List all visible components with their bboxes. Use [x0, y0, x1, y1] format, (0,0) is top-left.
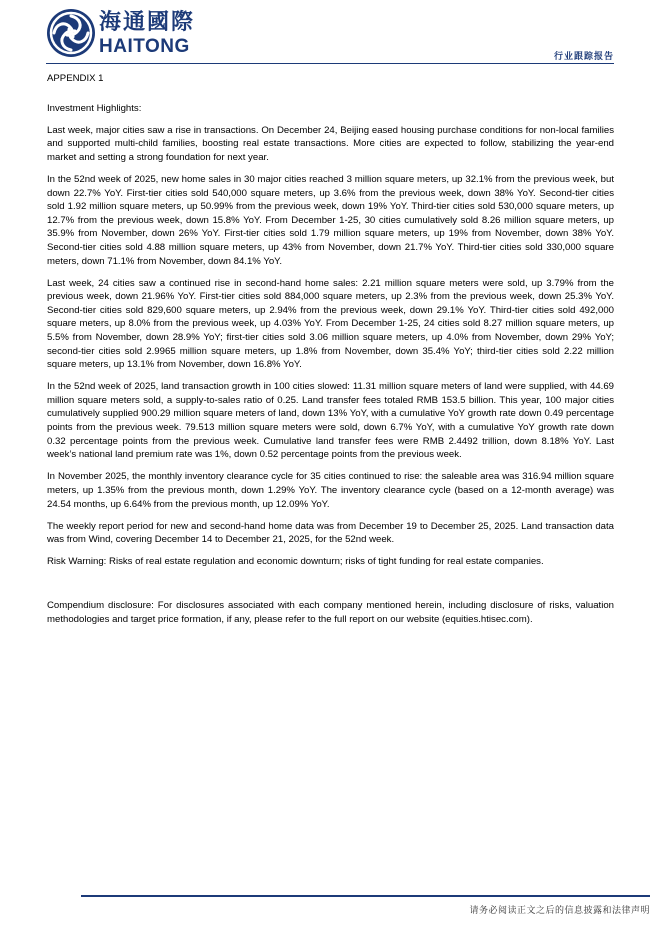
logo-chinese-name: 海通國際	[99, 10, 196, 35]
report-body	[47, 72, 614, 635]
compendium-disclosure: Compendium disclosure: For disclosures associated with each company mentioned herein, including disclosure of risks, valuation methodologies and target price formation, if any, please refer to the full report on our website (equities.htisec.com).	[47, 599, 614, 625]
appendix-heading: APPENDIX 1	[47, 73, 104, 84]
paragraph-market-summary: Last week, major cities saw a rise in transactions. On December 24, Beijing eased housing purchase conditions for non-local families and supported multi-child families, boosting real estate transactions. More cities are expected to follow, stabilizing the year-end market and setting a strong foundation for next year.	[47, 124, 614, 163]
paragraph-second-hand-sales: Last week, 24 cities saw a continued rise in second-hand home sales: 2.21 million square meters were sold, up 3.79% from the previous week, down 21.96% YoY. First-tier cities sold 884,000 square meters, up 2.3% from the previous week, down 25.3% YoY. Second-tier cities sold 829,600 square meters, up 2.94% from the previous week, down 29.1% YoY. Third-tier cities sold 492,000 square meters, up 8.0% from the previous week, up 4.03% YoY. From December 1-25, 24 cities sold 8.27 million square meters, up 5.5% from November, down 28.9% YoY; first-tier cities sold 3.06 million square meters, up 4.0% from November, down 29% YoY; second-tier cities sold 2.9965 million square meters, up 1.8% from November, down 35.4% YoY; third-tier cities sold 2.22 million square meters, up 13.1% from November, down 16.8% YoY.	[47, 277, 614, 371]
paragraph-data-period: The weekly report period for new and second-hand home data was from December 19 to December 25, 2025. Land transaction data was from Wind, covering December 14 to December 21, 2025, for the 52nd week.	[47, 520, 614, 546]
header-divider	[46, 63, 614, 64]
footer-divider	[81, 895, 650, 897]
report-type-label: 行业跟踪报告	[553, 52, 614, 62]
haitong-emblem-icon	[46, 8, 96, 58]
haitong-logo	[46, 8, 206, 60]
logo-english-name: HAITONG	[99, 36, 190, 57]
risk-warning: Risk Warning: Risks of real estate regulation and economic downturn; risks of tight funding for real estate companies.	[47, 556, 544, 568]
paragraph-inventory-cycle: In November 2025, the monthly inventory clearance cycle for 35 cities continued to rise: the saleable area was 316.94 million square meters, up 1.35% from the previous month, down 1.29% YoY. The inventory clearance cycle (based on a 12-month average) was 24.54 months, up 6.64% from the previous month, up 12.09% YoY.	[47, 471, 614, 510]
footer-legal-notice: 请务必阅读正文之后的信息披露和法律声明	[469, 906, 650, 916]
paragraph-land-transactions: In the 52nd week of 2025, land transaction growth in 100 cities slowed: 11.31 million square meters of land were supplied, with 44.69 million square meters sold, a supply-to-sales ratio of 0.25. Land transfer fees totaled RMB 153.5 billion. This year, 100 major cities cumulatively supplied 900.29 million square meters of land, down 13% YoY, with a cumulative YoY growth rate down 0.49 percentage points from the previous week. 79.513 million square meters were sold, down 6.7% YoY, with a cumulative YoY growth rate down 0.32 percentage points from the previous week. Cumulative land transfer fees were RMB 2.4492 trillion, down 8.18% YoY. Last week’s national land premium rate was 1%, down 0.52 percentage points from the previous week.	[47, 381, 614, 461]
paragraph-new-home-sales: In the 52nd week of 2025, new home sales in 30 major cities reached 3 million square meters, up 32.1% from the previous week, but down 22.7% YoY. First-tier cities sold 540,000 square meters, up 3.6% from the previous week, down 38% YoY. Second-tier cities sold 1.92 million square meters, up 50.99% from the previous week, down 19% YoY. Third-tier cities sold 530,000 square meters, up 12.7% from the previous week, down 15.8% YoY. From December 1-25, 30 cities cumulatively sold 8.26 million square meters, up 35.9% from November, down 26% YoY. First-tier cities sold 1.79 million square meters, up 19% from November, down 38% YoY. Second-tier cities sold 4.88 million square meters, up 43% from November, down 21.7% YoY. Third-tier cities sold 330,000 square meters, down 71.1% from November, down 84.1% YoY.	[47, 173, 614, 267]
highlights-title: Investment Highlights:	[47, 102, 142, 114]
